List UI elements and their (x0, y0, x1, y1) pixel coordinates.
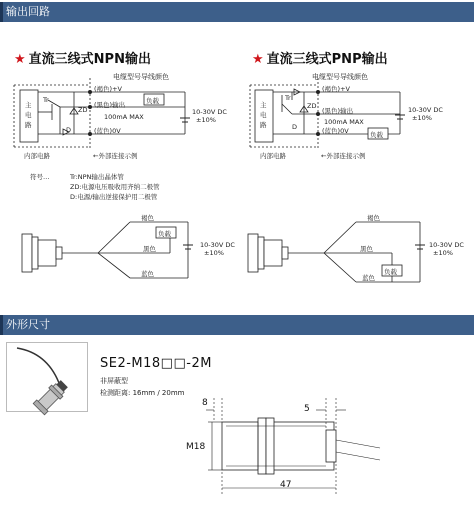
pnp-d-label: D (292, 123, 298, 131)
pnp-title-text: 直流三线式PNP输出 (266, 52, 388, 67)
product-model: SE2-M18□□-2M (100, 356, 212, 371)
legend-symbol: 符号… (30, 173, 50, 181)
dim-8: 8 (202, 398, 208, 408)
npn-max-label: 100mA MAX (104, 113, 144, 121)
legend-tr: Tr:NPN输出晶体管 (70, 173, 124, 181)
main-char: 电 (260, 111, 267, 119)
wire-left-tolerance: ±10% (204, 249, 224, 257)
main-char: 路 (260, 121, 267, 129)
legend-zd: ZD:电源电压吸收用齐纳二极管 (70, 183, 160, 191)
wire-left-black: 黑色 (143, 245, 156, 253)
pnp-internal-label: 内部电路 (260, 152, 286, 160)
product-type: 非屏蔽型 (100, 377, 128, 385)
pnp-zd-label: ZD (307, 102, 317, 110)
wire-left-load: 负载 (158, 230, 171, 238)
npn-internal-label: 内部电路 (24, 152, 50, 160)
pnp-blue-label: (蓝色)0V (322, 127, 349, 135)
pnp-load-label: 负载 (370, 131, 383, 139)
legend-d: D:电源/输出逆接保护用二极管 (70, 193, 158, 201)
wire-left-brown: 褐色 (141, 214, 154, 222)
npn-tr-label: Tr (43, 96, 49, 104)
npn-title-text: 直流三线式NPN输出 (28, 52, 151, 67)
wire-right-tolerance: ±10% (433, 249, 453, 257)
star-icon: ★ (252, 52, 264, 67)
npn-zd-label: ZD (78, 106, 88, 114)
dim-m18: M18 (186, 442, 206, 452)
dim-47: 47 (280, 480, 292, 490)
star-icon: ★ (14, 52, 26, 67)
npn-d-label: D (66, 126, 72, 134)
wire-right-load: 负载 (384, 268, 397, 276)
pnp-voltage: 10-30V DC (408, 106, 443, 114)
product-distance: 检测距离: 16mm / 20mm (100, 389, 185, 397)
pnp-external-text: 外部连接示例 (326, 152, 366, 160)
npn-external-text: 外部连接示例 (98, 152, 138, 160)
section-title: 输出回路 (6, 5, 50, 18)
npn-load-label: 负载 (146, 97, 159, 105)
wire-right-voltage: 10-30V DC (429, 241, 464, 249)
dim-5: 5 (304, 404, 310, 414)
wire-right-black: 黑色 (360, 245, 373, 253)
main-char: 电 (25, 111, 32, 119)
npn-blue-label: (蓝色)0V (94, 127, 121, 135)
pnp-brown-label: (褐色)+V (322, 85, 350, 93)
npn-tolerance: ±10% (196, 116, 216, 124)
main-char: 路 (25, 121, 32, 129)
npn-black-label: (黑色)输出 (94, 101, 126, 109)
npn-external-label: ←外部连接示例 (93, 152, 138, 160)
wire-left-blue: 蓝色 (141, 270, 154, 278)
wire-right-blue: 蓝色 (362, 274, 375, 282)
main-char: 主 (25, 101, 32, 109)
pnp-max-label: 100mA MAX (324, 118, 364, 126)
npn-voltage: 10-30V DC (192, 108, 227, 116)
npn-wire-caption: 电缆型号导线颜色 (113, 73, 169, 81)
pnp-tr-label: Tr (285, 94, 291, 102)
pnp-black-label: (黑色)输出 (322, 107, 354, 115)
wire-right-brown: 褐色 (367, 214, 380, 222)
pnp-wire-caption: 电缆型号导线颜色 (312, 73, 368, 81)
wire-left-voltage: 10-30V DC (200, 241, 235, 249)
pnp-external-label: ←外部连接示例 (321, 152, 366, 160)
section-title: 外形尺寸 (6, 318, 50, 331)
pnp-tolerance: ±10% (412, 114, 432, 122)
npn-brown-label: (褐色)+V (94, 85, 122, 93)
main-char: 主 (260, 101, 267, 109)
